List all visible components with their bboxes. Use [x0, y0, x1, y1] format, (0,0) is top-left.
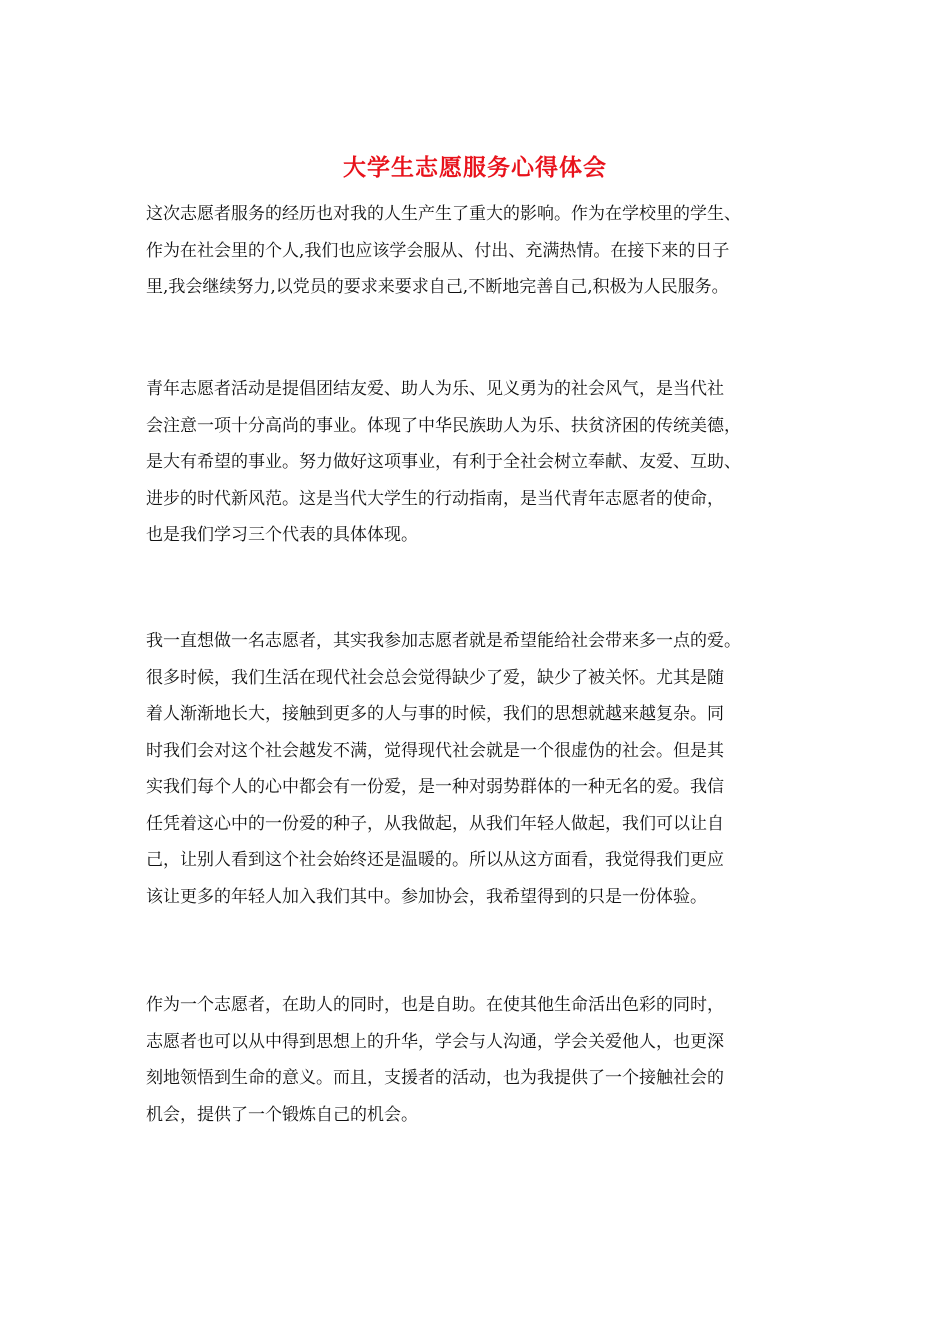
paragraph-line: 机会，提供了一个锻炼自己的机会。: [146, 1104, 418, 1125]
paragraph-line: 里,我会继续努力,以党员的要求来要求自己,不断地完善自己,积极为人民服务。: [146, 277, 729, 297]
paragraph-line: 进步的时代新风范。这是当代大学生的行动指南，是当代青年志愿者的使命，: [146, 488, 724, 509]
paragraph-3: [146, 623, 826, 915]
paragraph-line: 很多时候，我们生活在现代社会总会觉得缺少了爱，缺少了被关怀。尤其是随: [146, 667, 724, 688]
paragraph-line: 着人渐渐地长大，接触到更多的人与事的时候，我们的思想就越来越复杂。同: [146, 704, 724, 724]
paragraph-line: 也是我们学习三个代表的具体体现。: [146, 525, 418, 545]
paragraph-line: 作为一个志愿者，在助人的同时，也是自助。在使其他生命活出色彩的同时，: [146, 995, 724, 1015]
paragraph-line: 是大有希望的事业。努力做好这项事业，有利于全社会树立奉献、友爱、互助、: [146, 452, 741, 472]
paragraph-line: 这次志愿者服务的经历也对我的人生产生了重大的影响。作为在学校里的学生、: [146, 204, 741, 224]
document-title: 大学生志愿服务心得体会: [343, 154, 607, 181]
paragraph-line: 该让更多的年轻人加入我们其中。参加协会，我希望得到的只是一份体验。: [146, 886, 707, 907]
paragraph-line: 作为在社会里的个人,我们也应该学会服从、付出、充满热情。在接下来的日子: [146, 240, 730, 261]
paragraph-line: 时我们会对这个社会越发不满，觉得现代社会就是一个很虚伪的社会。但是其: [146, 740, 724, 761]
paragraph-4: [146, 987, 826, 1133]
paragraph-line: 我一直想做一名志愿者，其实我参加志愿者就是希望能给社会带来多一点的爱。: [146, 631, 741, 651]
paragraph-2: [146, 371, 826, 554]
paragraph-line: 志愿者也可以从中得到思想上的升华，学会与人沟通，学会关爱他人，也更深: [146, 1031, 724, 1052]
paragraph-1: [146, 196, 826, 306]
paragraph-line: 青年志愿者活动是提倡团结友爱、助人为乐、见义勇为的社会风气，是当代社: [146, 379, 724, 399]
paragraph-line: 刻地领悟到生命的意义。而且，支援者的活动，也为我提供了一个接触社会的: [146, 1068, 724, 1088]
paragraph-line: 己，让别人看到这个社会始终还是温暖的。所以从这方面看，我觉得我们更应: [146, 850, 724, 870]
paragraph-line: 任凭着这心中的一份爱的种子，从我做起，从我们年轻人做起，我们可以让自: [146, 813, 724, 834]
paragraph-line: 会注意一项十分高尚的事业。体现了中华民族助人为乐、扶贫济困的传统美德，: [146, 415, 741, 436]
paragraph-line: 实我们每个人的心中都会有一份爱，是一种对弱势群体的一种无名的爱。我信: [146, 777, 724, 797]
